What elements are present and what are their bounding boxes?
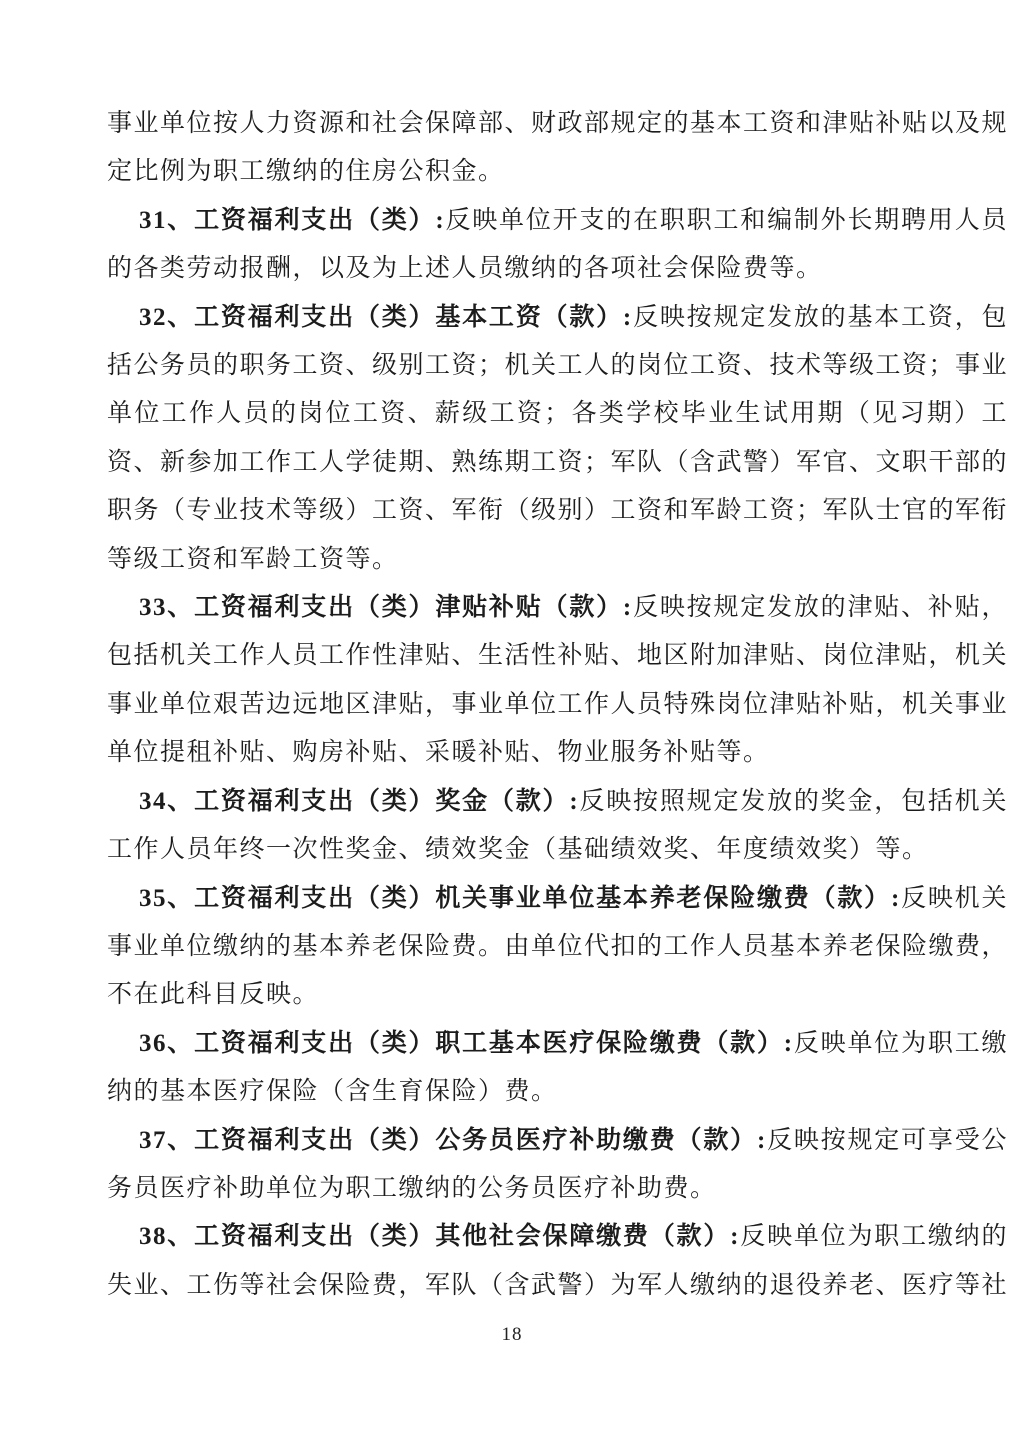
item-31-paragraph	[107, 197, 1008, 294]
item-33-paragraph	[107, 584, 1008, 778]
paragraph-continuation	[107, 100, 1008, 197]
item-34-heading: 34、工资福利支出（类）奖金（款）:	[139, 787, 580, 815]
item-36-text: 反映单位为职工缴纳的基本医疗保险（含生育保险）费。	[107, 1029, 1008, 1106]
item-35-text: 反映机关事业单位缴纳的基本养老保险费。由单位代扣的工作人员基本养老保险缴费，不在此科目反映。	[107, 884, 1009, 1009]
item-33-heading: 33、工资福利支出（类）津贴补贴（款）:	[139, 594, 633, 622]
item-31-heading: 31、工资福利支出（类）:	[139, 206, 446, 234]
item-36-paragraph	[107, 1020, 1008, 1117]
item-37-heading: 37、工资福利支出（类）公务员医疗补助缴费（款）:	[139, 1126, 767, 1154]
item-38-paragraph	[107, 1213, 1008, 1310]
item-32-paragraph	[107, 294, 1008, 584]
item-31-text: 反映单位开支的在职职工和编制外长期聘用人员的各类劳动报酬，以及为上述人员缴纳的各项社会保险费等。	[107, 206, 1008, 283]
item-35-heading: 35、工资福利支出（类）机关事业单位基本养老保险缴费（款）:	[139, 884, 901, 912]
page-number: 18	[501, 1324, 523, 1345]
item-35-paragraph	[107, 875, 1008, 1020]
item-32-heading: 32、工资福利支出（类）基本工资（款）:	[139, 303, 633, 331]
item-36-heading: 36、工资福利支出（类）职工基本医疗保险缴费（款）:	[139, 1029, 794, 1057]
item-34-paragraph	[107, 778, 1008, 875]
item-37-paragraph	[107, 1117, 1008, 1214]
item-33-text: 反映按规定发放的津贴、补贴，包括机关工作人员工作性津贴、生活性补贴、地区附加津贴、岗位津贴，机关事业单位艰苦边远地区津贴，事业单位工作人员特殊岗位津贴补贴，机关事业单位提租补贴、购房补贴、采暖补贴、物业服务补贴等。	[107, 594, 1009, 767]
item-38-text: 反映单位为职工缴纳的失业、工伤等社会保险费，军队（含武警）为军人缴纳的退役养老、医疗等社	[107, 1223, 1009, 1299]
item-37-text: 反映按规定可享受公务员医疗补助单位为职工缴纳的公务员医疗补助费。	[107, 1126, 1008, 1202]
item-32-text: 反映按规定发放的基本工资，包括公务员的职务工资、级别工资；机关工人的岗位工资、技术等级工资；事业单位工作人员的岗位工资、薪级工资；各类学校毕业生试用期（见习期）工资、新参加工作工人学徒期、熟练期工资；军队（含武警）军官、文职干部的职务（专业技术等级）工资、军衔（级别）工资和军龄工资；军队士官的军衔等级工资和军龄工资等。	[107, 303, 1009, 573]
document-text-block	[107, 100, 1008, 1310]
item-34-text: 反映按照规定发放的奖金，包括机关工作人员年终一次性奖金、绩效奖金（基础绩效奖、年度绩效奖）等。	[107, 787, 1008, 864]
paragraph-continuation-text: 事业单位按人力资源和社会保障部、财政部规定的基本工资和津贴补贴以及规定比例为职工缴纳的住房公积金。	[107, 110, 1009, 186]
item-38-heading: 38、工资福利支出（类）其他社会保障缴费（款）:	[139, 1223, 740, 1251]
